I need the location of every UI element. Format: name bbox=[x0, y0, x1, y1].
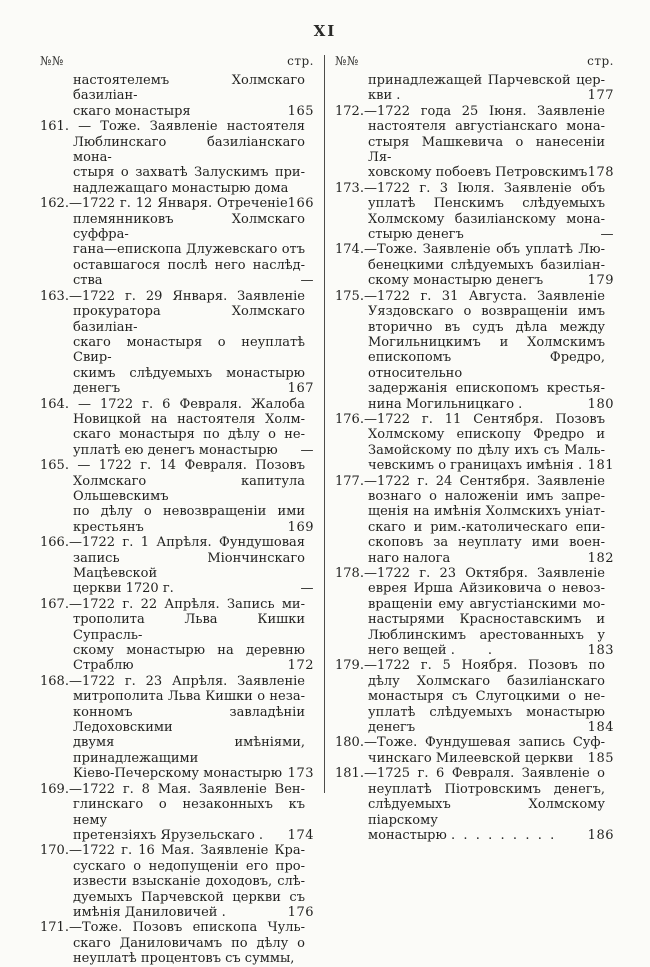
index-entry-continuation bbox=[335, 73, 614, 104]
index-entry bbox=[40, 396, 314, 459]
entry-page-number: — bbox=[300, 442, 314, 458]
entry-line: глинскаго о незаконныхъ къ нему bbox=[73, 797, 305, 828]
entry-line: по дѣлу о невозвращеніи ими bbox=[73, 504, 305, 520]
entry-page-number: 169 bbox=[287, 519, 314, 535]
entry-line: оставшагося послѣ него наслѣд- bbox=[73, 257, 305, 273]
entry-line: денегъ 167 bbox=[73, 381, 314, 397]
entry-page-number: 174 bbox=[287, 827, 314, 843]
entry-line: уплатѣ ею денегъ монастырю — bbox=[73, 442, 314, 458]
entry-line: гана—епископа Длужевскаго отъ bbox=[73, 242, 305, 258]
index-entry bbox=[40, 458, 314, 535]
entry-line: 175.—1722 г. 31 Августа. Заявленіе bbox=[335, 288, 605, 304]
entry-line: настоятелемъ Холмскаго базиліан- bbox=[73, 73, 305, 104]
entry-line: 176.—1722 г. 11 Сентября. Позовъ bbox=[335, 411, 605, 427]
entry-line: нина Могильницкаго . 180 bbox=[368, 396, 614, 412]
entry-line: вторично въ судъ дѣла между bbox=[368, 319, 605, 335]
index-entries-right bbox=[335, 73, 614, 843]
entry-line: епископомъ Фредро, относительно bbox=[368, 350, 605, 381]
index-entries-left bbox=[40, 73, 314, 967]
entry-line: прокуратора Холмскаго базиліан- bbox=[73, 304, 305, 335]
entry-line: скому монастырю денегъ 179 bbox=[368, 273, 614, 289]
two-column-layout bbox=[40, 54, 614, 967]
index-entry bbox=[40, 535, 314, 597]
index-entry bbox=[335, 566, 614, 659]
entry-line: монастыря съ Слугоцкими о не- bbox=[368, 689, 605, 705]
entry-line: вращеніи ему августіанскими мо- bbox=[368, 596, 605, 612]
entry-line: еврея Ирша Айзиковича о невоз- bbox=[368, 581, 605, 597]
entry-line: извести взысканіе доходовъ, слѣ- bbox=[73, 874, 305, 890]
entry-line: стырю денегъ — bbox=[368, 227, 614, 243]
index-entry bbox=[335, 473, 614, 566]
entry-line: Люблинскаго базиліанскаго мона- bbox=[73, 134, 305, 166]
entry-line: уплатѣ Пенскимъ слѣдуемыхъ bbox=[368, 196, 605, 212]
entry-line: Уяздовскаго о возвращеніи имъ bbox=[368, 304, 605, 320]
entry-line: Могильницкимъ и Холмскимъ bbox=[368, 334, 605, 350]
entry-line: конномъ завладѣніи Ледоховскими bbox=[73, 704, 305, 736]
entry-line: церкви 1720 г. — bbox=[73, 581, 314, 597]
entry-page-number: 165 bbox=[287, 103, 314, 119]
index-entry bbox=[40, 781, 314, 844]
index-entry bbox=[40, 596, 314, 674]
index-entry bbox=[40, 288, 314, 397]
index-entry bbox=[335, 658, 614, 736]
entry-page-number: 176 bbox=[287, 904, 314, 920]
entry-line: 178.—1722 г. 23 Октября. Заявленіе bbox=[335, 566, 605, 581]
entry-page-number: 186 bbox=[587, 827, 614, 843]
entry-line: 174.—Тоже. Заявленіе объ уплатѣ Лю- bbox=[335, 242, 605, 258]
entry-line: ховскому побоевъ Петровскимъ 178 bbox=[368, 165, 614, 181]
entry-line: 165. — 1722 г. 14 Февраля. Позовъ bbox=[40, 458, 305, 474]
index-entry bbox=[40, 673, 314, 782]
entry-page-number: 182 bbox=[587, 550, 614, 566]
index-entry bbox=[40, 920, 305, 966]
entry-page-number: 180 bbox=[587, 396, 614, 412]
entry-line: кви . 177 bbox=[368, 88, 614, 104]
entry-line: неуплатѣ процентовъ съ суммы, bbox=[73, 951, 295, 967]
entry-line: 177.—1722 г. 24 Сентября. Заявленіе bbox=[335, 473, 605, 489]
entry-line: 161. — Тоже. Заявленіе настоятеля bbox=[40, 119, 305, 135]
column-header-row bbox=[40, 54, 314, 68]
entry-line: 162.—1722 г. 12 Января. Отреченіе bbox=[40, 196, 288, 212]
entry-line: монастырю . . . . . . . . . 186 bbox=[368, 827, 614, 843]
entry-line: слѣдуемыхъ Холмскому піарскому bbox=[368, 797, 605, 828]
entry-line: трополита Льва Кишки Супрасль- bbox=[73, 612, 305, 643]
index-entry bbox=[335, 242, 614, 289]
entry-line: бенецкими слѣдуемыхъ базиліан- bbox=[368, 257, 605, 273]
entry-line: 169.—1722 г. 8 Мая. Заявленіе Вен- bbox=[40, 781, 305, 797]
entry-page-number: 184 bbox=[587, 720, 614, 736]
numbers-column-header: №№ bbox=[40, 54, 64, 68]
entry-line: скаго монастыря по дѣлу о не- bbox=[73, 427, 305, 443]
entry-line: задержанія епископомъ крестья- bbox=[368, 381, 605, 397]
entry-line: настоятеля августіанскаго мона- bbox=[368, 119, 605, 135]
entry-line: Холмскаго капитула Ольшевскимъ bbox=[73, 473, 305, 504]
entry-line: Новицкой на настоятеля Холм- bbox=[73, 411, 305, 427]
index-entry bbox=[335, 103, 614, 181]
entry-line: запись Міончинскаго Мацѣевской bbox=[73, 550, 305, 581]
entry-page-number: — bbox=[300, 273, 314, 289]
entry-line: скаго монастыря о неуплатѣ Свир- bbox=[73, 334, 305, 366]
entry-line: скаго Даниловичамъ по дѣлу о bbox=[73, 935, 305, 951]
entry-page-number: 166 bbox=[287, 196, 314, 212]
entry-line: дѣлу Холмскаго базиліанскаго bbox=[368, 673, 605, 689]
entry-line: 163.—1722 г. 29 Января. Заявленіе bbox=[40, 288, 305, 304]
entry-page-number: 172 bbox=[287, 658, 314, 674]
entry-page-number: 185 bbox=[587, 750, 614, 766]
entry-line: стыря Машкевича о нанесеніи Ля- bbox=[368, 134, 605, 166]
entry-line: 180.—Тоже. Фундушевая запись Суф- bbox=[335, 735, 605, 751]
entry-line: 164. — 1722 г. 6 Февраля. Жалоба bbox=[40, 396, 305, 412]
entry-line: митрополита Льва Кишки о неза- bbox=[73, 689, 305, 705]
entry-line: чинскаго Милеевской церкви 185 bbox=[368, 750, 614, 766]
entry-line: скаго монастыря 165 bbox=[73, 103, 314, 119]
entry-line: дуемыхъ Парчевской церкви съ bbox=[73, 889, 305, 905]
entry-line: сускаго о недопущеніи его про- bbox=[73, 858, 305, 874]
entry-page-number: — bbox=[600, 227, 614, 243]
entry-line: скаго и рим.-католическаго епи- bbox=[368, 519, 605, 535]
entry-line: него вещей . . 183 bbox=[368, 643, 614, 659]
entry-line: 168.—1722 г. 23 Апрѣля. Заявленіе bbox=[40, 673, 305, 689]
entry-line: принадлежащей Парчевской цер- bbox=[368, 73, 605, 88]
entry-line: скому монастырю на деревню bbox=[73, 643, 305, 659]
numbers-column-header: №№ bbox=[335, 54, 359, 68]
index-entry bbox=[40, 843, 314, 920]
entry-line: 172.—1722 года 25 Іюня. Заявленіе bbox=[335, 103, 605, 119]
page-column-header: стр. bbox=[287, 54, 314, 68]
entry-page-number: 181 bbox=[587, 458, 614, 474]
entry-line: надлежащаго монастырю дома 166 bbox=[73, 180, 314, 212]
index-entry bbox=[335, 411, 614, 474]
entry-line: племянниковъ Холмскаго суффра- bbox=[73, 211, 305, 243]
entry-line: денегъ 184 bbox=[368, 720, 614, 736]
entry-line: неуплатѣ Піотровскимъ денегъ, bbox=[368, 781, 605, 797]
index-entry bbox=[335, 735, 614, 766]
entry-line: чевскимъ о границахъ имѣнія . 181 bbox=[368, 458, 614, 474]
entry-line: скоповъ за неуплату ими воен- bbox=[368, 535, 605, 551]
entry-page-number: 177 bbox=[587, 88, 614, 104]
entry-line: 170.—1722 г. 16 Мая. Заявленіе Кра- bbox=[40, 843, 305, 859]
entry-line: претензіяхъ Ярузельскаго . 174 bbox=[73, 827, 314, 843]
entry-line: Холмскому епископу Фредро и bbox=[368, 427, 605, 443]
entry-line: 179.—1722 г. 5 Ноября. Позовъ по bbox=[335, 658, 605, 674]
index-entry bbox=[335, 180, 614, 243]
entry-line: ства — bbox=[73, 273, 314, 289]
column-header-row bbox=[335, 54, 614, 68]
entry-line: стыря о захватѣ Залускимъ при- bbox=[73, 165, 305, 181]
entry-line: крестьянъ 169 bbox=[73, 519, 314, 535]
index-column-left bbox=[40, 54, 314, 967]
entry-line: наго налога 182 bbox=[368, 550, 614, 566]
entry-page-number: 173 bbox=[287, 766, 314, 782]
index-entry bbox=[335, 288, 614, 412]
entry-line: Холмскому базиліанскому мона- bbox=[368, 211, 605, 227]
entry-line: 173.—1722 г. 3 Іюля. Заявленіе объ bbox=[335, 180, 605, 196]
page-number-roman: XI bbox=[313, 22, 337, 40]
column-divider bbox=[324, 55, 325, 793]
entry-page-number: — bbox=[300, 581, 314, 597]
entry-line: Кіево-Печерскому монастырю 173 bbox=[73, 766, 314, 782]
entry-line: настырями Красноставскимъ и bbox=[368, 612, 605, 628]
page-column-header: стр. bbox=[587, 54, 614, 68]
entry-page-number: 183 bbox=[587, 643, 614, 659]
entry-line: Люблинскимъ арестованныхъ у bbox=[368, 627, 605, 643]
entry-page-number: 179 bbox=[587, 273, 614, 289]
entry-line: Замойскому по дѣлу ихъ съ Маль- bbox=[368, 442, 605, 458]
entry-line: Страблю 172 bbox=[73, 658, 314, 674]
entry-page-number: 178 bbox=[587, 165, 614, 181]
entry-line: 171.—Тоже. Позовъ епископа Чуль- bbox=[40, 920, 305, 936]
entry-line: вознаго о наложеніи имъ запре- bbox=[368, 488, 605, 504]
entry-line: двумя имѣніями, принадлежащими bbox=[73, 735, 305, 766]
index-column-right bbox=[335, 54, 614, 843]
index-entry bbox=[335, 766, 614, 843]
entry-line: уплатѣ слѣдуемыхъ монастырю bbox=[368, 704, 605, 720]
index-entry-continuation bbox=[40, 73, 314, 119]
entry-page-number: 167 bbox=[287, 381, 314, 397]
entry-line: 181.—1725 г. 6 Февраля. Заявленіе о bbox=[335, 766, 605, 782]
entry-line: 166.—1722 г. 1 Апрѣля. Фундушовая bbox=[40, 535, 305, 551]
entry-line: имѣнія Даниловичей . 176 bbox=[73, 904, 314, 920]
entry-line: 167.—1722 г. 22 Апрѣля. Запись ми- bbox=[40, 596, 305, 612]
entry-line: щенія на имѣнія Холмскихъ уніат- bbox=[368, 504, 605, 520]
entry-line: скимъ слѣдуемыхъ монастырю bbox=[73, 365, 305, 381]
